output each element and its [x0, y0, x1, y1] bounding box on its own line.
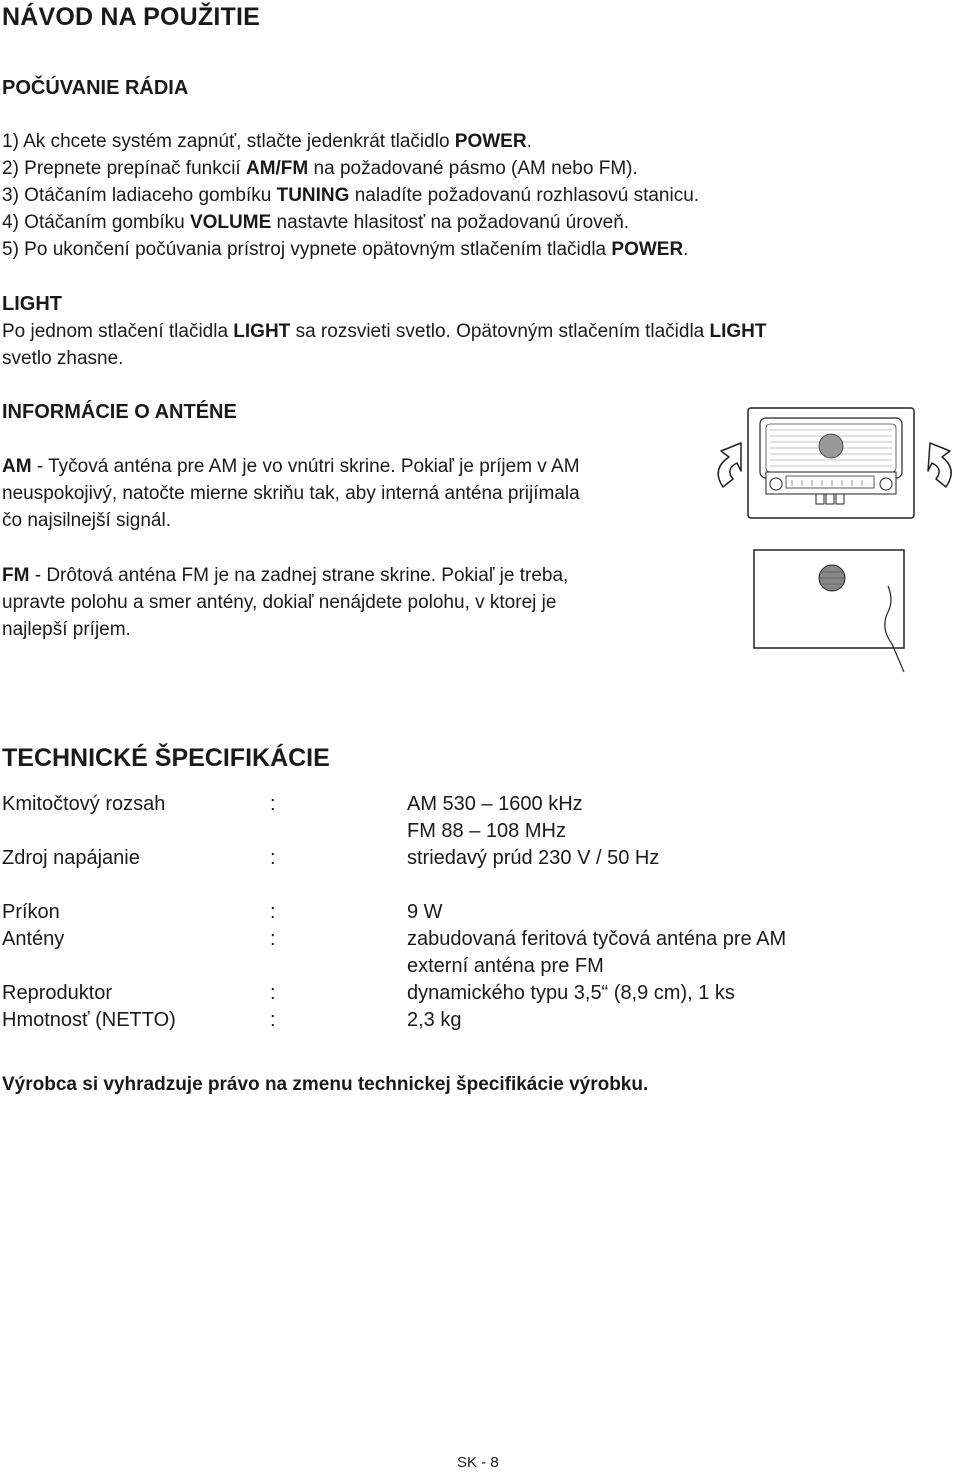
- document-title: NÁVOD NA POUŽITIE: [2, 3, 261, 31]
- radio-steps-list: [2, 128, 699, 263]
- radio-step-5: 5) Po ukončení počúvania prístroj vypnete opätovným stlačením tlačidla POWER.: [2, 239, 689, 260]
- page-number: SK - 8: [457, 1454, 499, 1471]
- spec-separator: :: [270, 847, 276, 869]
- spec-separator: :: [270, 928, 276, 950]
- spec-label-power-consumption: Príkon: [2, 901, 60, 923]
- spec-value-antenna-am: zabudovaná feritová tyčová anténa pre AM: [407, 928, 787, 950]
- radio-step-4: 4) Otáčaním gombíku VOLUME nastavte hlasitosť na požadovanú úroveň.: [2, 212, 630, 233]
- spec-value-antenna-fm: externí anténa pre FM: [407, 955, 604, 977]
- radio-heading: POČÚVANIE RÁDIA: [2, 77, 189, 99]
- spec-separator: :: [270, 1009, 276, 1031]
- radio-step-1: 1) Ak chcete systém zapnúť, stlačte jedenkrát tlačidlo POWER.: [2, 131, 532, 152]
- light-heading: LIGHT: [2, 293, 62, 315]
- spec-value-weight: 2,3 kg: [407, 1009, 462, 1031]
- fm-antenna-paragraph: FM - Drôtová anténa FM je na zadnej strane skrine. Pokiaľ je treba, upravte polohu a smer antény, dokiaľ nenájdete polohu, v ktorej je najlepší príjem.: [2, 565, 569, 640]
- spec-value-power-source: striedavý prúd 230 V / 50 Hz: [407, 847, 660, 869]
- radio-step-3: 3) Otáčaním ladiaceho gombíku TUNING naladíte požadovanú rozhlasovú stanicu.: [2, 185, 700, 206]
- spec-label-weight: Hmotnosť (NETTO): [2, 1009, 176, 1031]
- am-antenna-paragraph: AM - Tyčová anténa pre AM je vo vnútri skrine. Pokiaľ je príjem v AM neuspokojivý, natočte mierne skriňu tak, aby interná anténa prijímala čo najsilnejší signál.: [2, 456, 580, 531]
- spec-value-power-consumption: 9 W: [407, 901, 443, 923]
- spec-label-antennas: Antény: [2, 928, 65, 950]
- radio-front-illustration: [746, 406, 916, 520]
- spec-value-speaker: dynamického typu 3,5“ (8,9 cm), 1 ks: [407, 982, 735, 1004]
- antenna-heading: INFORMÁCIE O ANTÉNE: [2, 401, 237, 423]
- spec-separator: :: [270, 982, 276, 1004]
- spec-label-power-source: Zdroj napájanie: [2, 847, 140, 869]
- spec-separator: :: [270, 901, 276, 923]
- specs-table: [0, 791, 960, 1051]
- spec-separator: :: [270, 793, 276, 815]
- spec-value-frequency-am: AM 530 – 1600 kHz: [407, 793, 583, 815]
- radio-back-illustration: [752, 548, 912, 678]
- disclaimer-text: Výrobca si vyhradzuje právo na zmenu technickej špecifikácie výrobku.: [2, 1074, 649, 1095]
- light-paragraph: Po jednom stlačení tlačidla LIGHT sa rozsvieti svetlo. Opätovným stlačením tlačidla LIGHT svetlo zhasne.: [2, 321, 767, 369]
- specs-heading: TECHNICKÉ ŠPECIFIKÁCIE: [2, 744, 330, 772]
- spec-label-frequency: Kmitočtový rozsah: [2, 793, 166, 815]
- spec-label-speaker: Reproduktor: [2, 982, 113, 1004]
- rotate-right-arrow-icon: [920, 435, 960, 500]
- spec-value-frequency-fm: FM 88 – 108 MHz: [407, 820, 566, 842]
- radio-step-2: 2) Prepnete prepínač funkcií AM/FM na požadované pásmo (AM nebo FM).: [2, 158, 638, 179]
